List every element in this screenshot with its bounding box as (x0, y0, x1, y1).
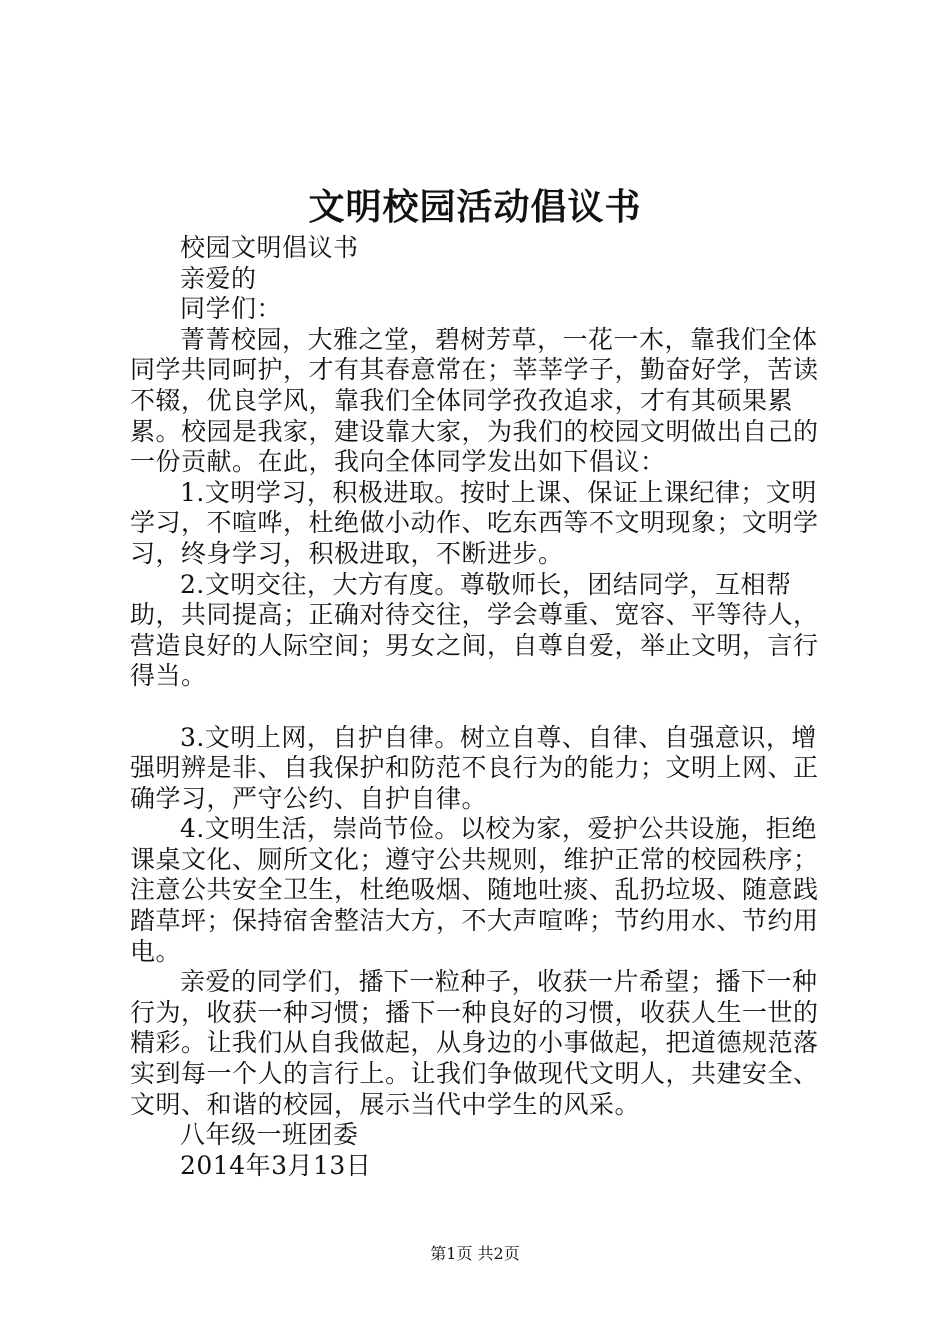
proposal-item-3: 3.文明上网，自护自律。树立自尊、自律、自强意识，增强明辨是非、自我保护和防范不良行为的能力；文明上网、正确学习，严守公约、自护自律。 (130, 722, 819, 813)
salutation-line-2: 同学们： (180, 294, 283, 324)
closing-paragraph: 亲爱的同学们，播下一粒种子，收获一片希望；播下一种行为，收获一种习惯；播下一种良好的习惯，收获人生一世的精彩。让我们从自我做起，从身边的小事做起，把道德规范落实到每一个人的言行上。让我们争做现代文明人，共建安全、文明、和谐的校园，展示当代中学生的风采。 (130, 967, 819, 1119)
page-number-footer: 第1页 共2页 (430, 1244, 520, 1263)
blank-line (130, 692, 840, 723)
salutation-line-1: 亲爱的 (180, 263, 257, 293)
proposal-item-2: 2.文明交往，大方有度。尊敬师长，团结同学，互相帮助，共同提高；正确对待交往，学会尊重、宽容、平等待人，营造良好的人际空间；男女之间，自尊自爱，举止文明，言行得当。 (130, 569, 819, 691)
proposal-item-4: 4.文明生活，崇尚节俭。以校为家，爱护公共设施，拒绝课桌文化、厕所文化；遵守公共规则，维护正常的校园秩序；注意公共安全卫生，杜绝吸烟、随地吐痰、乱扔垃圾、随意践踏草坪；保持宿舍整洁大方，不大声喧哗；节约用水、节约用电。 (130, 814, 819, 966)
subtitle-line: 校园文明倡议书 (180, 233, 359, 262)
proposal-item-1: 1.文明学习，积极进取。按时上课、保证上课纪律；文明学习，不喧哗，杜绝做小动作、吃东西等不文明现象；文明学习，终身学习，积极进取，不断进步。 (130, 477, 819, 568)
document-body (130, 233, 840, 1181)
signature-org: 八年级一班团委 (180, 1120, 359, 1150)
signature-date: 2014年3月13日 (180, 1150, 372, 1180)
intro-paragraph: 菁菁校园，大雅之堂，碧树芳草，一花一木，靠我们全体同学共同呵护，才有其春意常在；莘莘学子，勤奋好学，苦读不辍，优良学风，靠我们全体同学孜孜追求，才有其硕果累累。校园是我家，建设靠大家，为我们的校园文明做出自己的一份贡献。在此，我向全体同学发出如下倡议： (130, 324, 819, 477)
document-title: 文明校园活动倡议书 (308, 186, 642, 228)
